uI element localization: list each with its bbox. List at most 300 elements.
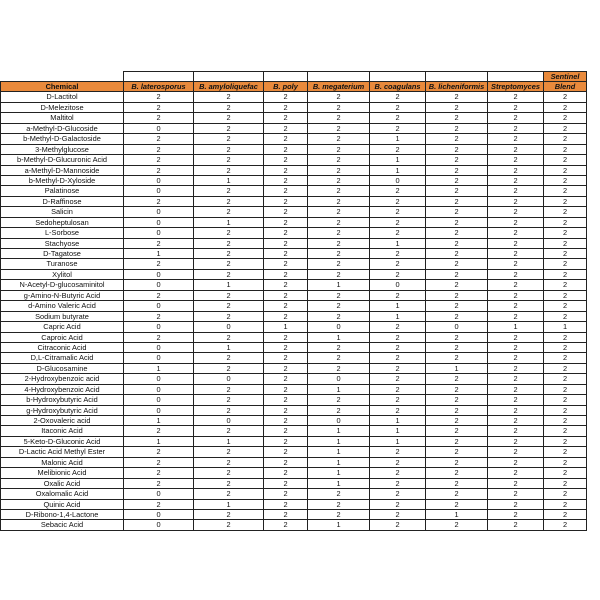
blank-cell[interactable] bbox=[124, 72, 194, 82]
growth-score-cell[interactable]: 2 bbox=[264, 332, 308, 342]
growth-score-cell[interactable]: 2 bbox=[308, 228, 370, 238]
growth-score-cell[interactable]: 2 bbox=[194, 311, 264, 321]
growth-score-cell[interactable]: 2 bbox=[308, 207, 370, 217]
growth-score-cell[interactable]: 2 bbox=[308, 92, 370, 102]
growth-score-cell[interactable]: 2 bbox=[264, 113, 308, 123]
growth-score-cell[interactable]: 2 bbox=[264, 228, 308, 238]
growth-score-cell[interactable]: 2 bbox=[264, 353, 308, 363]
growth-score-cell[interactable]: 2 bbox=[426, 457, 488, 467]
growth-score-cell[interactable]: 1 bbox=[124, 416, 194, 426]
growth-score-cell[interactable]: 2 bbox=[544, 332, 587, 342]
growth-score-cell[interactable]: 2 bbox=[544, 499, 587, 509]
chemical-name-cell[interactable]: a-Methyl-D-Mannoside bbox=[1, 165, 124, 175]
growth-score-cell[interactable]: 2 bbox=[194, 405, 264, 415]
growth-score-cell[interactable]: 2 bbox=[426, 238, 488, 248]
growth-score-cell[interactable]: 0 bbox=[124, 353, 194, 363]
growth-score-cell[interactable]: 2 bbox=[426, 186, 488, 196]
growth-score-cell[interactable]: 2 bbox=[488, 175, 544, 185]
growth-score-cell[interactable]: 2 bbox=[370, 509, 426, 519]
growth-score-cell[interactable]: 2 bbox=[124, 102, 194, 112]
growth-score-cell[interactable]: 2 bbox=[488, 468, 544, 478]
growth-score-cell[interactable]: 1 bbox=[308, 520, 370, 530]
column-header-b-laterosporus[interactable]: B. laterosporus bbox=[124, 82, 194, 92]
chemical-name-cell[interactable]: Stachyose bbox=[1, 238, 124, 248]
growth-score-cell[interactable]: 0 bbox=[124, 509, 194, 519]
growth-score-cell[interactable]: 2 bbox=[370, 322, 426, 332]
chemical-name-cell[interactable]: D-Glucosamine bbox=[1, 363, 124, 373]
growth-score-cell[interactable]: 2 bbox=[124, 478, 194, 488]
growth-score-cell[interactable]: 2 bbox=[426, 144, 488, 154]
growth-score-cell[interactable]: 0 bbox=[308, 322, 370, 332]
growth-score-cell[interactable]: 2 bbox=[264, 217, 308, 227]
growth-score-cell[interactable]: 2 bbox=[308, 290, 370, 300]
growth-score-cell[interactable]: 2 bbox=[370, 123, 426, 133]
growth-score-cell[interactable]: 2 bbox=[264, 207, 308, 217]
chemical-name-cell[interactable]: D-Lactic Acid Methyl Ester bbox=[1, 447, 124, 457]
column-header-b-coagulans[interactable]: B. coagulans bbox=[370, 82, 426, 92]
growth-score-cell[interactable]: 2 bbox=[426, 123, 488, 133]
growth-score-cell[interactable]: 1 bbox=[488, 322, 544, 332]
blank-cell[interactable] bbox=[308, 72, 370, 82]
growth-score-cell[interactable]: 2 bbox=[370, 395, 426, 405]
growth-score-cell[interactable]: 2 bbox=[488, 217, 544, 227]
growth-score-cell[interactable]: 2 bbox=[488, 332, 544, 342]
growth-score-cell[interactable]: 2 bbox=[370, 384, 426, 394]
growth-score-cell[interactable]: 2 bbox=[544, 457, 587, 467]
growth-score-cell[interactable]: 2 bbox=[426, 280, 488, 290]
growth-score-cell[interactable]: 2 bbox=[264, 134, 308, 144]
growth-score-cell[interactable]: 2 bbox=[544, 259, 587, 269]
growth-score-cell[interactable]: 0 bbox=[124, 520, 194, 530]
growth-score-cell[interactable]: 0 bbox=[124, 405, 194, 415]
growth-score-cell[interactable]: 2 bbox=[194, 186, 264, 196]
growth-score-cell[interactable]: 2 bbox=[194, 353, 264, 363]
growth-score-cell[interactable]: 1 bbox=[308, 280, 370, 290]
growth-score-cell[interactable]: 2 bbox=[544, 301, 587, 311]
growth-score-cell[interactable]: 2 bbox=[488, 280, 544, 290]
growth-score-cell[interactable]: 1 bbox=[370, 238, 426, 248]
growth-score-cell[interactable]: 2 bbox=[370, 489, 426, 499]
growth-score-cell[interactable]: 2 bbox=[124, 165, 194, 175]
growth-score-cell[interactable]: 2 bbox=[194, 238, 264, 248]
growth-score-cell[interactable]: 2 bbox=[544, 280, 587, 290]
growth-score-cell[interactable]: 2 bbox=[488, 134, 544, 144]
growth-score-cell[interactable]: 2 bbox=[264, 499, 308, 509]
growth-score-cell[interactable]: 2 bbox=[488, 416, 544, 426]
growth-score-cell[interactable]: 2 bbox=[544, 353, 587, 363]
growth-score-cell[interactable]: 2 bbox=[544, 249, 587, 259]
growth-score-cell[interactable]: 2 bbox=[308, 311, 370, 321]
growth-score-cell[interactable]: 2 bbox=[264, 144, 308, 154]
growth-score-cell[interactable]: 2 bbox=[426, 196, 488, 206]
growth-score-cell[interactable]: 2 bbox=[488, 186, 544, 196]
growth-score-cell[interactable]: 2 bbox=[370, 363, 426, 373]
growth-score-cell[interactable]: 2 bbox=[426, 520, 488, 530]
growth-score-cell[interactable]: 2 bbox=[370, 468, 426, 478]
growth-score-cell[interactable]: 2 bbox=[124, 332, 194, 342]
growth-score-cell[interactable]: 2 bbox=[308, 499, 370, 509]
growth-score-cell[interactable]: 2 bbox=[370, 228, 426, 238]
growth-score-cell[interactable]: 2 bbox=[544, 102, 587, 112]
growth-score-cell[interactable]: 2 bbox=[544, 134, 587, 144]
growth-score-cell[interactable]: 2 bbox=[426, 217, 488, 227]
growth-score-cell[interactable]: 1 bbox=[426, 509, 488, 519]
growth-score-cell[interactable]: 2 bbox=[370, 499, 426, 509]
chemical-name-cell[interactable]: L-Sorbose bbox=[1, 228, 124, 238]
growth-score-cell[interactable]: 2 bbox=[264, 447, 308, 457]
chemical-name-cell[interactable]: Sedoheptulosan bbox=[1, 217, 124, 227]
growth-score-cell[interactable]: 2 bbox=[194, 207, 264, 217]
growth-score-cell[interactable]: 2 bbox=[264, 175, 308, 185]
growth-score-cell[interactable]: 2 bbox=[544, 217, 587, 227]
blank-cell[interactable] bbox=[194, 72, 264, 82]
column-header-b-poly[interactable]: B. poly bbox=[264, 82, 308, 92]
chemical-name-cell[interactable]: 2-Hydroxybenzoic acid bbox=[1, 374, 124, 384]
growth-score-cell[interactable]: 2 bbox=[488, 363, 544, 373]
growth-score-cell[interactable]: 2 bbox=[194, 228, 264, 238]
growth-score-cell[interactable]: 2 bbox=[544, 207, 587, 217]
growth-score-cell[interactable]: 2 bbox=[124, 238, 194, 248]
growth-score-cell[interactable]: 2 bbox=[426, 478, 488, 488]
growth-score-cell[interactable]: 2 bbox=[264, 259, 308, 269]
growth-score-cell[interactable]: 2 bbox=[426, 175, 488, 185]
growth-score-cell[interactable]: 2 bbox=[264, 405, 308, 415]
growth-score-cell[interactable]: 2 bbox=[544, 144, 587, 154]
growth-score-cell[interactable]: 2 bbox=[194, 426, 264, 436]
growth-score-cell[interactable]: 2 bbox=[264, 123, 308, 133]
growth-score-cell[interactable]: 0 bbox=[124, 280, 194, 290]
growth-score-cell[interactable]: 2 bbox=[124, 447, 194, 457]
growth-score-cell[interactable]: 2 bbox=[308, 509, 370, 519]
growth-score-cell[interactable]: 2 bbox=[488, 353, 544, 363]
growth-score-cell[interactable]: 2 bbox=[544, 228, 587, 238]
growth-score-cell[interactable]: 2 bbox=[264, 374, 308, 384]
growth-score-cell[interactable]: 2 bbox=[370, 447, 426, 457]
growth-score-cell[interactable]: 2 bbox=[426, 155, 488, 165]
growth-score-cell[interactable]: 0 bbox=[124, 228, 194, 238]
growth-score-cell[interactable]: 2 bbox=[124, 499, 194, 509]
growth-score-cell[interactable]: 2 bbox=[370, 405, 426, 415]
growth-score-cell[interactable]: 2 bbox=[370, 92, 426, 102]
growth-score-cell[interactable]: 2 bbox=[488, 384, 544, 394]
growth-score-cell[interactable]: 2 bbox=[308, 259, 370, 269]
growth-score-cell[interactable]: 2 bbox=[308, 269, 370, 279]
chemical-name-cell[interactable]: Salicin bbox=[1, 207, 124, 217]
growth-score-cell[interactable]: 2 bbox=[124, 92, 194, 102]
growth-score-cell[interactable]: 2 bbox=[426, 353, 488, 363]
growth-score-cell[interactable]: 2 bbox=[488, 436, 544, 446]
growth-score-cell[interactable]: 2 bbox=[488, 447, 544, 457]
growth-score-cell[interactable]: 2 bbox=[264, 301, 308, 311]
growth-score-cell[interactable]: 2 bbox=[488, 301, 544, 311]
growth-score-cell[interactable]: 0 bbox=[124, 217, 194, 227]
growth-score-cell[interactable]: 2 bbox=[194, 165, 264, 175]
growth-score-cell[interactable]: 2 bbox=[426, 269, 488, 279]
growth-score-cell[interactable]: 2 bbox=[194, 290, 264, 300]
blank-cell[interactable] bbox=[426, 72, 488, 82]
growth-score-cell[interactable]: 2 bbox=[544, 269, 587, 279]
chemical-name-cell[interactable]: Sebacic Acid bbox=[1, 520, 124, 530]
growth-score-cell[interactable]: 2 bbox=[308, 353, 370, 363]
growth-score-cell[interactable]: 1 bbox=[370, 165, 426, 175]
growth-score-cell[interactable]: 2 bbox=[308, 123, 370, 133]
growth-score-cell[interactable]: 2 bbox=[544, 113, 587, 123]
growth-score-cell[interactable]: 2 bbox=[264, 196, 308, 206]
growth-score-cell[interactable]: 2 bbox=[194, 509, 264, 519]
column-header-chemical[interactable]: Chemical bbox=[1, 82, 124, 92]
growth-score-cell[interactable]: 2 bbox=[308, 186, 370, 196]
growth-score-cell[interactable]: 2 bbox=[308, 342, 370, 352]
growth-score-cell[interactable]: 2 bbox=[488, 92, 544, 102]
growth-score-cell[interactable]: 2 bbox=[264, 478, 308, 488]
growth-score-cell[interactable]: 2 bbox=[194, 123, 264, 133]
chemical-name-cell[interactable]: D-Lactitol bbox=[1, 92, 124, 102]
growth-score-cell[interactable]: 1 bbox=[308, 384, 370, 394]
growth-score-cell[interactable]: 2 bbox=[370, 196, 426, 206]
growth-score-cell[interactable]: 2 bbox=[264, 509, 308, 519]
growth-score-cell[interactable]: 2 bbox=[194, 259, 264, 269]
growth-score-cell[interactable]: 2 bbox=[426, 468, 488, 478]
growth-score-cell[interactable]: 2 bbox=[124, 311, 194, 321]
growth-score-cell[interactable]: 2 bbox=[488, 311, 544, 321]
growth-score-cell[interactable]: 2 bbox=[194, 155, 264, 165]
growth-score-cell[interactable]: 2 bbox=[370, 144, 426, 154]
growth-score-cell[interactable]: 2 bbox=[488, 405, 544, 415]
chemical-name-cell[interactable]: g-Hydroxybutyric Acid bbox=[1, 405, 124, 415]
growth-score-cell[interactable]: 2 bbox=[544, 165, 587, 175]
growth-score-cell[interactable]: 2 bbox=[194, 144, 264, 154]
growth-score-cell[interactable]: 2 bbox=[544, 478, 587, 488]
chemical-name-cell[interactable]: d-Amino Valeric Acid bbox=[1, 301, 124, 311]
growth-score-cell[interactable]: 2 bbox=[488, 457, 544, 467]
growth-score-cell[interactable]: 2 bbox=[426, 290, 488, 300]
chemical-name-cell[interactable]: Xylitol bbox=[1, 269, 124, 279]
growth-score-cell[interactable]: 0 bbox=[124, 342, 194, 352]
growth-score-cell[interactable]: 2 bbox=[124, 426, 194, 436]
growth-score-cell[interactable]: 2 bbox=[194, 395, 264, 405]
growth-score-cell[interactable]: 2 bbox=[488, 374, 544, 384]
chemical-name-cell[interactable]: D-Raffinose bbox=[1, 196, 124, 206]
growth-score-cell[interactable]: 2 bbox=[488, 489, 544, 499]
growth-score-cell[interactable]: 2 bbox=[370, 102, 426, 112]
growth-score-cell[interactable]: 2 bbox=[426, 301, 488, 311]
column-header-b-licheniformis[interactable]: B. licheniformis bbox=[426, 82, 488, 92]
growth-score-cell[interactable]: 2 bbox=[370, 269, 426, 279]
growth-score-cell[interactable]: 2 bbox=[488, 269, 544, 279]
growth-score-cell[interactable]: 2 bbox=[426, 165, 488, 175]
growth-score-cell[interactable]: 2 bbox=[264, 238, 308, 248]
chemical-name-cell[interactable]: Malonic Acid bbox=[1, 457, 124, 467]
growth-score-cell[interactable]: 0 bbox=[124, 123, 194, 133]
growth-score-cell[interactable]: 2 bbox=[544, 447, 587, 457]
growth-score-cell[interactable]: 2 bbox=[194, 196, 264, 206]
growth-score-cell[interactable]: 2 bbox=[544, 290, 587, 300]
growth-score-cell[interactable]: 2 bbox=[544, 311, 587, 321]
growth-score-cell[interactable]: 2 bbox=[488, 228, 544, 238]
column-header-b-amyloliquefac[interactable]: B. amyloliquefac bbox=[194, 82, 264, 92]
growth-score-cell[interactable]: 2 bbox=[426, 426, 488, 436]
chemical-name-cell[interactable]: Turanose bbox=[1, 259, 124, 269]
growth-score-cell[interactable]: 2 bbox=[194, 102, 264, 112]
growth-score-cell[interactable]: 1 bbox=[308, 457, 370, 467]
growth-score-cell[interactable]: 2 bbox=[370, 290, 426, 300]
blank-cell[interactable] bbox=[264, 72, 308, 82]
growth-score-cell[interactable]: 2 bbox=[488, 249, 544, 259]
chemical-name-cell[interactable]: Sodium butyrate bbox=[1, 311, 124, 321]
growth-score-cell[interactable]: 2 bbox=[264, 280, 308, 290]
growth-score-cell[interactable]: 1 bbox=[370, 311, 426, 321]
growth-score-cell[interactable]: 2 bbox=[264, 395, 308, 405]
growth-score-cell[interactable]: 2 bbox=[264, 457, 308, 467]
chemical-name-cell[interactable]: Itaconic Acid bbox=[1, 426, 124, 436]
chemical-name-cell[interactable]: b-Methyl-D-Galactoside bbox=[1, 134, 124, 144]
growth-score-cell[interactable]: 1 bbox=[308, 436, 370, 446]
growth-score-cell[interactable]: 2 bbox=[194, 301, 264, 311]
growth-score-cell[interactable]: 2 bbox=[544, 384, 587, 394]
growth-score-cell[interactable]: 2 bbox=[308, 113, 370, 123]
growth-score-cell[interactable]: 1 bbox=[370, 155, 426, 165]
growth-score-cell[interactable]: 2 bbox=[488, 165, 544, 175]
chemical-name-cell[interactable]: Quinic Acid bbox=[1, 499, 124, 509]
growth-score-cell[interactable]: 2 bbox=[370, 353, 426, 363]
chemical-name-cell[interactable]: Caproic Acid bbox=[1, 332, 124, 342]
chemical-name-cell[interactable]: 2-Oxovaleric acid bbox=[1, 416, 124, 426]
growth-score-cell[interactable]: 1 bbox=[264, 322, 308, 332]
growth-score-cell[interactable]: 2 bbox=[370, 342, 426, 352]
growth-score-cell[interactable]: 1 bbox=[308, 478, 370, 488]
growth-score-cell[interactable]: 2 bbox=[426, 499, 488, 509]
growth-score-cell[interactable]: 2 bbox=[264, 363, 308, 373]
growth-score-cell[interactable]: 2 bbox=[488, 238, 544, 248]
growth-score-cell[interactable]: 2 bbox=[194, 489, 264, 499]
column-header-blend[interactable]: Blend bbox=[544, 82, 587, 92]
chemical-name-cell[interactable]: b-Methyl-D-Xyloside bbox=[1, 175, 124, 185]
growth-score-cell[interactable]: 2 bbox=[308, 102, 370, 112]
chemical-name-cell[interactable]: b-Hydroxybutyric Acid bbox=[1, 395, 124, 405]
growth-score-cell[interactable]: 2 bbox=[426, 405, 488, 415]
growth-score-cell[interactable]: 2 bbox=[308, 217, 370, 227]
growth-score-cell[interactable]: 2 bbox=[488, 342, 544, 352]
growth-score-cell[interactable]: 2 bbox=[194, 384, 264, 394]
chemical-name-cell[interactable]: Oxalomalic Acid bbox=[1, 489, 124, 499]
growth-score-cell[interactable]: 2 bbox=[370, 186, 426, 196]
growth-score-cell[interactable]: 2 bbox=[264, 416, 308, 426]
chemical-name-cell[interactable]: D-Tagatose bbox=[1, 249, 124, 259]
chemical-name-cell[interactable]: Maltitol bbox=[1, 113, 124, 123]
growth-score-cell[interactable]: 2 bbox=[426, 416, 488, 426]
growth-score-cell[interactable]: 0 bbox=[426, 322, 488, 332]
chemical-name-cell[interactable]: D-Melezitose bbox=[1, 102, 124, 112]
growth-score-cell[interactable]: 2 bbox=[370, 374, 426, 384]
growth-score-cell[interactable]: 1 bbox=[370, 134, 426, 144]
growth-score-cell[interactable]: 0 bbox=[194, 322, 264, 332]
chemical-name-cell[interactable]: Citraconic Acid bbox=[1, 342, 124, 352]
growth-score-cell[interactable]: 2 bbox=[488, 478, 544, 488]
sentinel-header-cell[interactable]: Sentinel bbox=[544, 72, 587, 82]
growth-score-cell[interactable]: 2 bbox=[544, 342, 587, 352]
growth-score-cell[interactable]: 2 bbox=[308, 489, 370, 499]
growth-score-cell[interactable]: 2 bbox=[308, 363, 370, 373]
growth-score-cell[interactable]: 0 bbox=[124, 384, 194, 394]
growth-score-cell[interactable]: 2 bbox=[194, 363, 264, 373]
growth-score-cell[interactable]: 1 bbox=[308, 468, 370, 478]
growth-score-cell[interactable]: 2 bbox=[308, 165, 370, 175]
growth-score-cell[interactable]: 2 bbox=[124, 290, 194, 300]
growth-score-cell[interactable]: 2 bbox=[264, 468, 308, 478]
growth-score-cell[interactable]: 2 bbox=[124, 468, 194, 478]
growth-score-cell[interactable]: 1 bbox=[308, 332, 370, 342]
growth-score-cell[interactable]: 0 bbox=[124, 207, 194, 217]
growth-score-cell[interactable]: 2 bbox=[308, 144, 370, 154]
column-header-streptomyces[interactable]: Streptomyces bbox=[488, 82, 544, 92]
growth-score-cell[interactable]: 1 bbox=[194, 499, 264, 509]
growth-score-cell[interactable]: 2 bbox=[544, 436, 587, 446]
growth-score-cell[interactable]: 1 bbox=[124, 436, 194, 446]
growth-score-cell[interactable]: 2 bbox=[370, 259, 426, 269]
growth-score-cell[interactable]: 2 bbox=[544, 363, 587, 373]
growth-score-cell[interactable]: 2 bbox=[308, 238, 370, 248]
growth-score-cell[interactable]: 1 bbox=[544, 322, 587, 332]
growth-score-cell[interactable]: 2 bbox=[264, 426, 308, 436]
growth-score-cell[interactable]: 2 bbox=[544, 374, 587, 384]
growth-score-cell[interactable]: 2 bbox=[194, 457, 264, 467]
growth-score-cell[interactable]: 2 bbox=[426, 436, 488, 446]
chemical-name-cell[interactable]: N-Acetyl-D-glucosaminitol bbox=[1, 280, 124, 290]
blank-cell[interactable] bbox=[370, 72, 426, 82]
growth-score-cell[interactable]: 2 bbox=[308, 249, 370, 259]
growth-score-cell[interactable]: 2 bbox=[544, 395, 587, 405]
growth-score-cell[interactable]: 2 bbox=[370, 332, 426, 342]
growth-score-cell[interactable]: 2 bbox=[264, 342, 308, 352]
growth-score-cell[interactable]: 2 bbox=[426, 92, 488, 102]
growth-score-cell[interactable]: 2 bbox=[124, 196, 194, 206]
growth-score-cell[interactable]: 2 bbox=[124, 134, 194, 144]
growth-score-cell[interactable]: 0 bbox=[370, 280, 426, 290]
growth-score-cell[interactable]: 1 bbox=[370, 416, 426, 426]
growth-score-cell[interactable]: 2 bbox=[426, 384, 488, 394]
growth-score-cell[interactable]: 2 bbox=[194, 478, 264, 488]
growth-score-cell[interactable]: 1 bbox=[370, 436, 426, 446]
growth-score-cell[interactable]: 2 bbox=[264, 489, 308, 499]
growth-score-cell[interactable]: 2 bbox=[488, 509, 544, 519]
growth-score-cell[interactable]: 2 bbox=[264, 384, 308, 394]
growth-score-cell[interactable]: 0 bbox=[124, 186, 194, 196]
growth-score-cell[interactable]: 2 bbox=[264, 290, 308, 300]
growth-score-cell[interactable]: 2 bbox=[488, 144, 544, 154]
growth-score-cell[interactable]: 2 bbox=[370, 207, 426, 217]
growth-score-cell[interactable]: 2 bbox=[370, 478, 426, 488]
growth-score-cell[interactable]: 2 bbox=[544, 175, 587, 185]
growth-score-cell[interactable]: 2 bbox=[488, 102, 544, 112]
growth-score-cell[interactable]: 1 bbox=[194, 342, 264, 352]
chemical-name-cell[interactable]: b-Methyl-D-Glucuronic Acid bbox=[1, 155, 124, 165]
growth-score-cell[interactable]: 1 bbox=[370, 301, 426, 311]
chemical-name-cell[interactable]: Oxalic Acid bbox=[1, 478, 124, 488]
growth-score-cell[interactable]: 2 bbox=[124, 144, 194, 154]
growth-score-cell[interactable]: 2 bbox=[370, 457, 426, 467]
growth-score-cell[interactable]: 2 bbox=[194, 134, 264, 144]
growth-score-cell[interactable]: 2 bbox=[544, 489, 587, 499]
growth-score-cell[interactable]: 2 bbox=[488, 499, 544, 509]
growth-score-cell[interactable]: 2 bbox=[426, 332, 488, 342]
growth-score-cell[interactable]: 2 bbox=[544, 405, 587, 415]
growth-score-cell[interactable]: 2 bbox=[488, 395, 544, 405]
chemical-name-cell[interactable]: Capric Acid bbox=[1, 322, 124, 332]
chemical-name-cell[interactable]: D,L-Citramalic Acid bbox=[1, 353, 124, 363]
growth-score-cell[interactable]: 2 bbox=[370, 520, 426, 530]
chemical-name-cell[interactable]: Melibionic Acid bbox=[1, 468, 124, 478]
growth-score-cell[interactable]: 1 bbox=[194, 280, 264, 290]
